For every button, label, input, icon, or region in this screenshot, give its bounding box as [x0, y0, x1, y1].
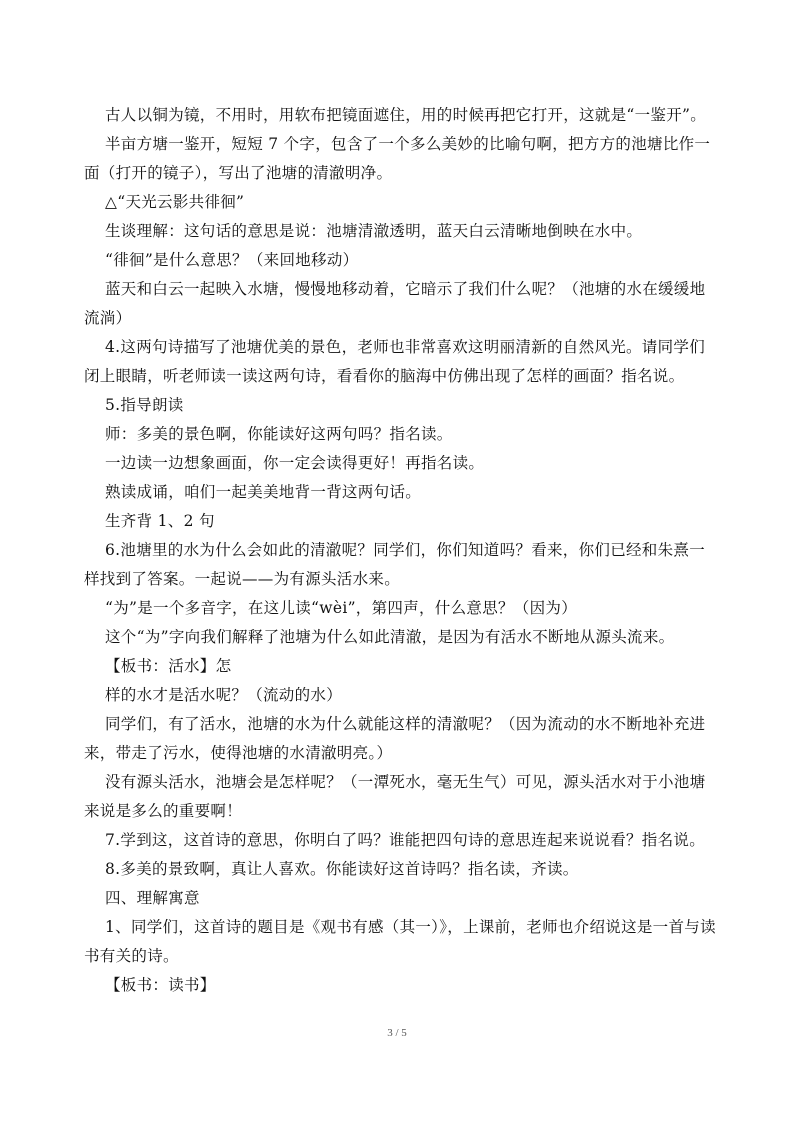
paragraph-line-14: 熟读成诵，咱们一起美美地背一背这两句话。	[105, 483, 422, 501]
paragraph-line-8: 流淌）	[84, 309, 132, 327]
page-number: 3 / 5	[387, 1027, 407, 1039]
paragraph-line-30: 书有关的诗。	[84, 947, 179, 965]
section-marker-line: △“天光云影共徘徊”	[105, 193, 245, 211]
document-body	[84, 101, 714, 1000]
blackboard-note-reading: 【板书：读书】	[105, 976, 216, 994]
section-heading-4: 四、理解寓意	[105, 889, 200, 907]
paragraph-line-15: 生齐背 1、2 句	[105, 512, 215, 530]
paragraph-line-29: 1、同学们，这首诗的题目是《观书有感（其一）》，上课前，老师也介绍说这是一首与读	[105, 918, 716, 936]
paragraph-line-7: 蓝天和白云一起映入水塘，慢慢地移动着，它暗示了我们什么呢？（池塘的水在缓缓地	[105, 280, 706, 298]
paragraph-line-10: 闭上眼睛，听老师读一读这两句诗，看看你的脑海中仿佛出现了怎样的画面？指名说。	[84, 367, 685, 385]
paragraph-line-5: 生谈理解：这句话的意思是说：池塘清澈透明，蓝天白云清晰地倒映在水中。	[105, 222, 643, 240]
paragraph-line-16: 6.池塘里的水为什么会如此的清澈呢？同学们，你们知道吗？看来，你们已经和朱熹一	[105, 541, 705, 559]
paragraph-line-2: 半亩方塘一鉴开，短短 7 个字，包含了一个多么美妙的比喻句啊，把方方的池塘比作一	[105, 135, 711, 153]
paragraph-line-6: “徘徊”是什么意思？（来回地移动）	[105, 251, 359, 269]
paragraph-line-24: 没有源头活水，池塘会是怎样呢？（一潭死水，毫无生气）可见，源头活水对于小池塘	[105, 773, 706, 791]
paragraph-line-17: 样找到了答案。一起说——为有源头活水来。	[84, 570, 401, 588]
paragraph-line-23: 来，带走了污水，使得池塘的水清澈明亮。）	[84, 744, 393, 762]
paragraph-line-25: 来说是多么的重要啊！	[84, 802, 243, 820]
paragraph-line-3: 面（打开的镜子），写出了池塘的清澈明净。	[84, 164, 393, 182]
paragraph-line-12: 师：多美的景色啊，你能读好这两句吗？指名读。	[105, 425, 453, 443]
paragraph-line-18: “为”是一个多音字，在这儿读“wèi”，第四声，什么意思？（因为）	[105, 599, 577, 617]
numbered-heading-5: 5.指导朗读	[105, 396, 184, 414]
blackboard-note-line: 【板书：活水】怎	[105, 657, 232, 675]
paragraph-line-27: 8.多美的景致啊，真让人喜欢。你能读好这首诗吗？指名读，齐读。	[105, 860, 579, 878]
paragraph-line-9: 4.这两句诗描写了池塘优美的景色，老师也非常喜欢这明丽清新的自然风光。请同学们	[105, 338, 705, 356]
paragraph-line-22: 同学们，有了活水，池塘的水为什么就能这样的清澈呢？（因为流动的水不断地补充进	[105, 715, 706, 733]
paragraph-line-26: 7.学到这，这首诗的意思，你明白了吗？谁能把四句诗的意思连起来说说看？指名说。	[105, 831, 705, 849]
paragraph-line-19: 这个“为”字向我们解释了池塘为什么如此清澈，是因为有活水不断地从源头流来。	[105, 628, 675, 646]
paragraph-line-21: 样的水才是活水呢？（流动的水）	[105, 686, 343, 704]
paragraph-line-13: 一边读一边想象画面，你一定会读得更好！再指名读。	[105, 454, 485, 472]
paragraph-line-1: 古人以铜为镜，不用时，用软布把镜面遮住，用的时候再把它打开，这就是“一鉴开”。	[105, 106, 707, 124]
